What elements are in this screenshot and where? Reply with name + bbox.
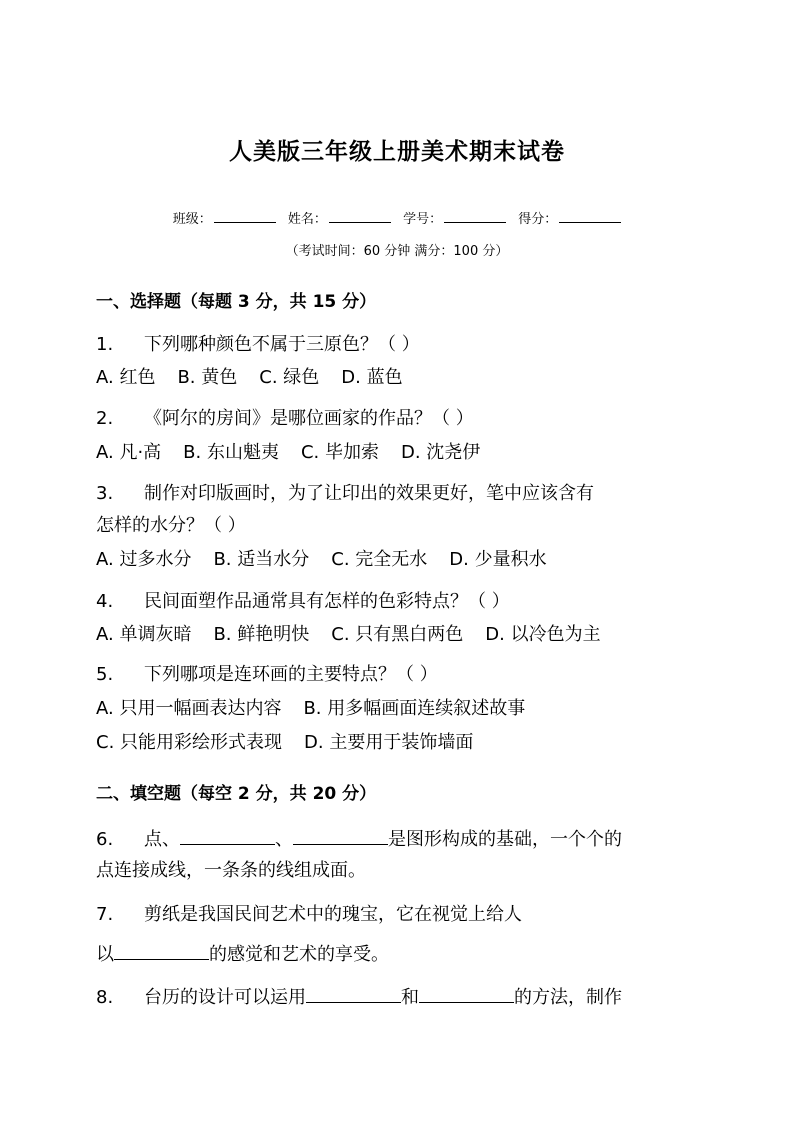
question-text-part: 是图形构成的基础，一个个的 — [388, 829, 622, 850]
exam-note: （考试时间：60 分钟 满分：100 分） — [285, 244, 509, 259]
question-2 — [96, 404, 474, 430]
question-text-part: 、 — [275, 829, 293, 850]
question-number: 7. — [96, 904, 114, 925]
fill-blank[interactable] — [293, 826, 388, 845]
score-blank[interactable] — [559, 210, 621, 223]
question-3-options — [96, 545, 547, 571]
question-7-continued — [96, 940, 389, 966]
name-field — [288, 212, 391, 227]
question-text: 下列哪项是连环画的主要特点？（ ） — [144, 664, 438, 685]
page-title: 人美版三年级上册美术期末试卷 — [229, 138, 565, 165]
name-blank[interactable] — [329, 210, 391, 223]
option-d: D. 蓝色 — [341, 367, 403, 388]
question-text: 民间面塑作品通常具有怎样的色彩特点？（ ） — [144, 591, 510, 612]
question-number: 4. — [96, 591, 114, 612]
option-b: B. 适当水分 — [213, 549, 310, 570]
score-field — [518, 212, 621, 227]
option-d: D. 沈尧伊 — [400, 442, 481, 463]
option-c: C. 毕加索 — [300, 442, 379, 463]
question-text-part: 台历的设计可以运用 — [144, 987, 306, 1008]
question-number: 5. — [96, 664, 114, 685]
class-label: 班级： — [172, 212, 212, 227]
id-label: 学号： — [403, 212, 443, 227]
question-2-options — [96, 438, 480, 464]
question-6-continued: 点连接成线，一条条的线组成面。 — [96, 860, 366, 881]
question-number: 1. — [96, 334, 114, 355]
option-c: C. 只有黑白两色 — [331, 624, 464, 645]
option-a: A. 凡·高 — [96, 442, 162, 463]
question-text-part: 的感觉和艺术的享受。 — [209, 944, 389, 965]
question-number: 3. — [96, 483, 114, 504]
option-a: A. 过多水分 — [96, 549, 192, 570]
name-label: 姓名： — [287, 212, 327, 227]
question-3-continued: 怎样的水分？（ ） — [96, 515, 246, 536]
option-b: B. 东山魁夷 — [183, 442, 279, 463]
question-text-part: 点、 — [144, 829, 180, 850]
question-text: 剪纸是我国民间艺术中的瑰宝，它在视觉上给人 — [144, 904, 522, 925]
question-text-part: 和 — [401, 987, 419, 1008]
option-b: B. 鲜艳明快 — [213, 624, 310, 645]
option-a: A. 单调灰暗 — [96, 624, 192, 645]
question-number: 2. — [96, 408, 114, 429]
question-text-part: 的方法，制作 — [514, 987, 622, 1008]
question-6 — [96, 825, 622, 851]
fill-blank[interactable] — [306, 984, 401, 1003]
id-blank[interactable] — [444, 210, 506, 223]
question-5 — [96, 660, 438, 686]
option-a: A. 只用一幅画表达内容 — [96, 698, 282, 719]
class-field — [173, 212, 276, 227]
option-b: B. 用多幅画面连续叙述故事 — [303, 698, 526, 719]
question-1 — [96, 330, 420, 356]
option-d: D. 以冷色为主 — [485, 624, 601, 645]
question-5-options-row-2 — [96, 728, 473, 754]
question-text: 下列哪种颜色不属于三原色？（ ） — [144, 334, 420, 355]
question-text: 《阿尔的房间》是哪位画家的作品？（ ） — [144, 408, 474, 429]
option-c: C. 完全无水 — [331, 549, 428, 570]
question-text-part: 以 — [96, 944, 114, 965]
question-1-options — [96, 363, 403, 389]
student-info-line — [0, 208, 794, 227]
score-label: 得分： — [518, 212, 558, 227]
fill-blank[interactable] — [180, 826, 275, 845]
question-number: 8. — [96, 987, 114, 1008]
question-number: 6. — [96, 829, 114, 850]
question-5-options-row-1 — [96, 694, 525, 720]
question-8 — [96, 983, 622, 1009]
section-1-title: 一、选择题（每题 3 分，共 15 分） — [96, 292, 377, 312]
question-3 — [96, 479, 594, 505]
question-4 — [96, 587, 510, 613]
question-text: 制作对印版画时，为了让印出的效果更好，笔中应该含有 — [144, 483, 594, 504]
option-a: A. 红色 — [96, 367, 156, 388]
section-2-title: 二、填空题（每空 2 分，共 20 分） — [96, 784, 377, 804]
question-4-options — [96, 620, 601, 646]
option-d: D. 少量积水 — [449, 549, 547, 570]
id-field — [403, 212, 506, 227]
option-d: D. 主要用于装饰墙面 — [304, 732, 474, 753]
question-7 — [96, 900, 522, 926]
fill-blank[interactable] — [114, 941, 209, 960]
option-c: C. 绿色 — [259, 367, 320, 388]
option-c: C. 只能用彩绘形式表现 — [96, 732, 283, 753]
fill-blank[interactable] — [419, 984, 514, 1003]
option-b: B. 黄色 — [177, 367, 238, 388]
class-blank[interactable] — [214, 210, 276, 223]
